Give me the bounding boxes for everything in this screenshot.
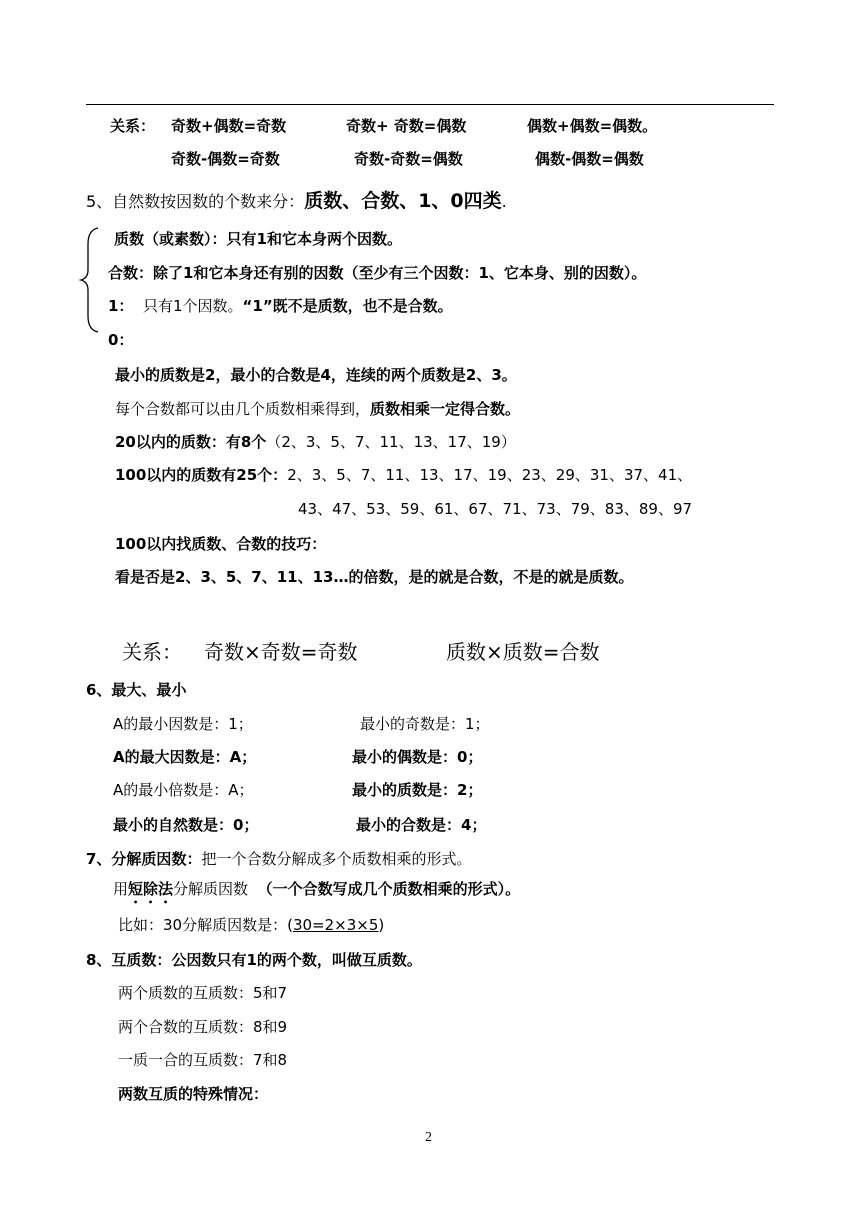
relation-even-minus-even: 偶数-偶数=偶数 <box>535 150 644 168</box>
factorization-example-value: 30=2×3×5 <box>292 916 379 934</box>
one-definition <box>108 295 453 316</box>
one-label: 1： <box>108 297 134 315</box>
short-division-term: 短除法 <box>128 880 174 898</box>
min-factor-of-a: A的最小因数是：1； <box>113 715 253 733</box>
zero-definition: 0： <box>108 331 134 349</box>
relation-odd-plus-even: 奇数+偶数=奇数 <box>171 117 287 135</box>
relation-odd-minus-even: 奇数-偶数=奇数 <box>171 150 280 168</box>
relation-odd-minus-odd: 奇数-奇数=偶数 <box>354 150 463 168</box>
factorization-example <box>118 914 384 935</box>
min-prime: 最小的质数是：2； <box>352 781 483 799</box>
page-number: 2 <box>425 1130 432 1145</box>
section5-prefix: 5、自然数按因数的个数来分： <box>86 192 305 211</box>
relation2-odd-times-odd: 奇数×奇数=奇数 <box>204 640 358 664</box>
coprime-two-composites: 两个合数的互质数：8和9 <box>118 1018 288 1036</box>
relation2-label: 关系： <box>122 640 182 664</box>
note-technique-body: 看是否是2、3、5、7、11、13…的倍数，是的就是合数，不是的就是质数。 <box>115 568 634 586</box>
factorization-example-suffix: ) <box>378 916 385 934</box>
factorization-example-prefix: 比如：30分解质因数是：( <box>118 916 293 934</box>
min-multiple-of-a: A的最小倍数是：A； <box>113 781 254 799</box>
note-composite-product <box>115 398 520 419</box>
short-division-prefix: 用 <box>113 880 129 898</box>
relation-even-plus-even: 偶数+偶数=偶数。 <box>527 117 658 135</box>
note-composite-product-a: 每个合数都可以由几个质数相乘得到， <box>115 400 371 418</box>
one-factor-count: 只有1个因数。 <box>142 297 243 315</box>
section7-title: 7、分解质因数： <box>86 850 202 868</box>
note-smallest-prime: 最小的质数是2，最小的合数是4，连续的两个质数是2、3。 <box>115 366 517 384</box>
note-primes-under-100-label: 100以内的质数有25个： <box>115 466 288 484</box>
note-primes-under-100 <box>115 464 692 485</box>
section7-definition: 把一个合数分解成多个质数相乘的形式。 <box>201 850 472 868</box>
note-primes-under-20 <box>115 431 516 452</box>
short-division-line <box>113 878 520 907</box>
section7-heading <box>86 848 471 869</box>
section5-suffix: . <box>501 192 507 211</box>
section6-heading: 6、最大、最小 <box>86 681 187 699</box>
header-rule <box>86 104 774 105</box>
note-technique-title: 100以内找质数、合数的技巧： <box>115 535 327 553</box>
min-composite: 最小的合数是：4； <box>356 816 487 834</box>
min-natural-number: 最小的自然数是：0； <box>113 816 259 834</box>
note-primes-under-20-list: （2、3、5、7、11、13、17、19） <box>266 433 516 451</box>
note-primes-under-20-label: 20以内的质数：有8个 <box>115 433 267 451</box>
left-brace-icon <box>78 226 102 334</box>
min-odd: 最小的奇数是：1； <box>360 715 490 733</box>
relation-odd-plus-odd: 奇数+ 奇数=偶数 <box>346 117 467 135</box>
prime-definition: 质数（或素数）：只有1和它本身两个因数。 <box>114 230 402 248</box>
composite-definition: 合数：除了1和它本身还有别的因数（至少有三个因数：1、它本身、别的因数）。 <box>108 264 647 282</box>
note-primes-under-100-list-2: 43、47、53、59、61、67、71、73、79、83、89、97 <box>298 500 693 518</box>
section8-heading: 8、互质数：公因数只有1的两个数，叫做互质数。 <box>86 951 422 969</box>
min-even: 最小的偶数是：0； <box>352 748 483 766</box>
coprime-two-primes: 两个质数的互质数：5和7 <box>118 984 288 1002</box>
section5-heading <box>86 186 507 213</box>
max-factor-of-a: A的最大因数是：A； <box>113 748 257 766</box>
relation2-prime-times-prime: 质数×质数=合数 <box>446 640 600 664</box>
short-division-text: 分解质因数 <box>173 880 249 898</box>
section5-emphasis: 质数、合数、1、0四类 <box>304 190 502 212</box>
note-composite-product-b: 质数相乘一定得合数。 <box>370 400 521 418</box>
relation-label: 关系： <box>110 117 156 135</box>
coprime-special-cases: 两数互质的特殊情况： <box>118 1085 269 1103</box>
one-note: “1”既不是质数，也不是合数。 <box>242 297 453 315</box>
short-division-explanation: （一个合数写成几个质数相乘的形式）。 <box>257 880 521 898</box>
note-primes-under-100-list-1: 2、3、5、7、11、13、17、19、23、29、31、37、41、 <box>287 466 693 484</box>
coprime-prime-composite: 一质一合的互质数：7和8 <box>118 1051 288 1069</box>
